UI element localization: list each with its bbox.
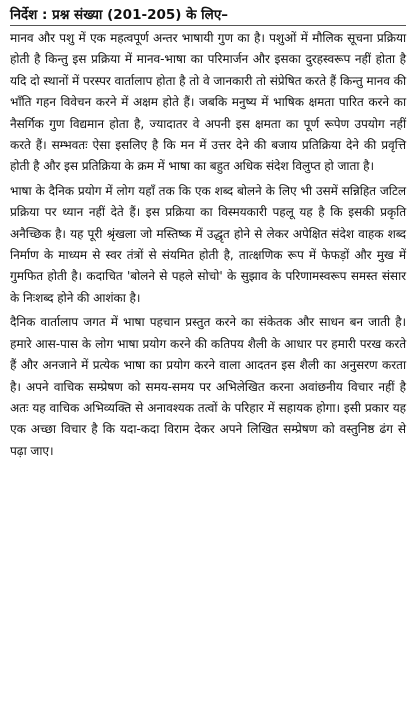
paragraph-3: दैनिक वार्तालाप जगत में भाषा पहचान प्रस्तुत करने का संकेतक और साधन बन जाती है। हमारे आस-पास के लोग भाषा प्रयोग करने की कतिपय शैली के आधार पर हमारी परख करते हैं और अनजाने में प्रत्येक भाषा का प्रयोग करने वाला आदतन इस शैली का अनुसरण करता है। अपने वाचिक सम्प्रेषण को समय-समय पर अभिलेखित करना अवांछनीय विचार नहीं है अतः यह वाचिक अभिव्यक्ति से अनावश्यक तत्वों के परिहार में सहायक होगा। इसी प्रकार यह एक अच्छा विचार है कि यदा-कदा विराम देकर अपने लिखित सम्प्रेषण को वस्तुनिष्ठ ढंग से पढ़ा जाए। [10,315,406,458]
heading-underline [10,25,406,26]
passage-heading [10,6,406,26]
paragraph-1: मानव और पशु में एक महत्वपूर्ण अन्तर भाषायी गुण का है। पशुओं में मौलिक सूचना प्रक्रिया होती है किन्तु इस प्रक्रिया में मानव-भाषा का परिमार्जन और इसका दुरहस्वरूप नहीं होता है यदि दो स्थानों में परस्पर वार्तालाप होता है तो वे जानकारी तो संप्रेषित करते हैं किन्तु मानव की भाँति गहन विवेचन करने में अक्षम होते हैं। जबकि मनुष्य में भाषिक क्षमता पारित करने का नैसर्गिक गुण विद्यमान होता है, ज्यादातर वे अपनी इस क्षमता का पूर्ण रूपेण उपयोग नहीं करते हैं। सम्भवतः ऐसा इसलिए है कि मन में उत्तर देने की बजाय प्रतिक्रिया देने की प्रवृत्ति होती है और इस प्रतिक्रिया के क्रम में भाषा का बहुत अधिक संदेश विलुप्त हो जाता है। [10,31,406,174]
paragraph-2: भाषा के दैनिक प्रयोग में लोग यहाँ तक कि एक शब्द बोलने के लिए भी उसमें सन्निहित जटिल प्रक्रिया पर ध्यान नहीं देते हैं। इस प्रक्रिया का विस्मयकारी पहलू यह है कि इसकी प्रकृति अनैच्छिक है। यह पूरी श्रृंखला जो मस्तिष्क में उद्धृत होने से लेकर अपेक्षित संदेश वाहक शब्द निर्माण के माध्यम से स्वर तंत्रों से संयमित होती है, तात्क्षणिक रूप में फेफड़ों और मुख में गुमफित होती है। कदाचित 'बोलने से पहले सोचो' के सुझाव के परिणामस्वरूप समस्त संसार के निःशब्द होने की आशंका है। [10,183,406,305]
heading-text: निर्देश : प्रश्न संख्या (201-205) के लिए– [10,7,229,23]
